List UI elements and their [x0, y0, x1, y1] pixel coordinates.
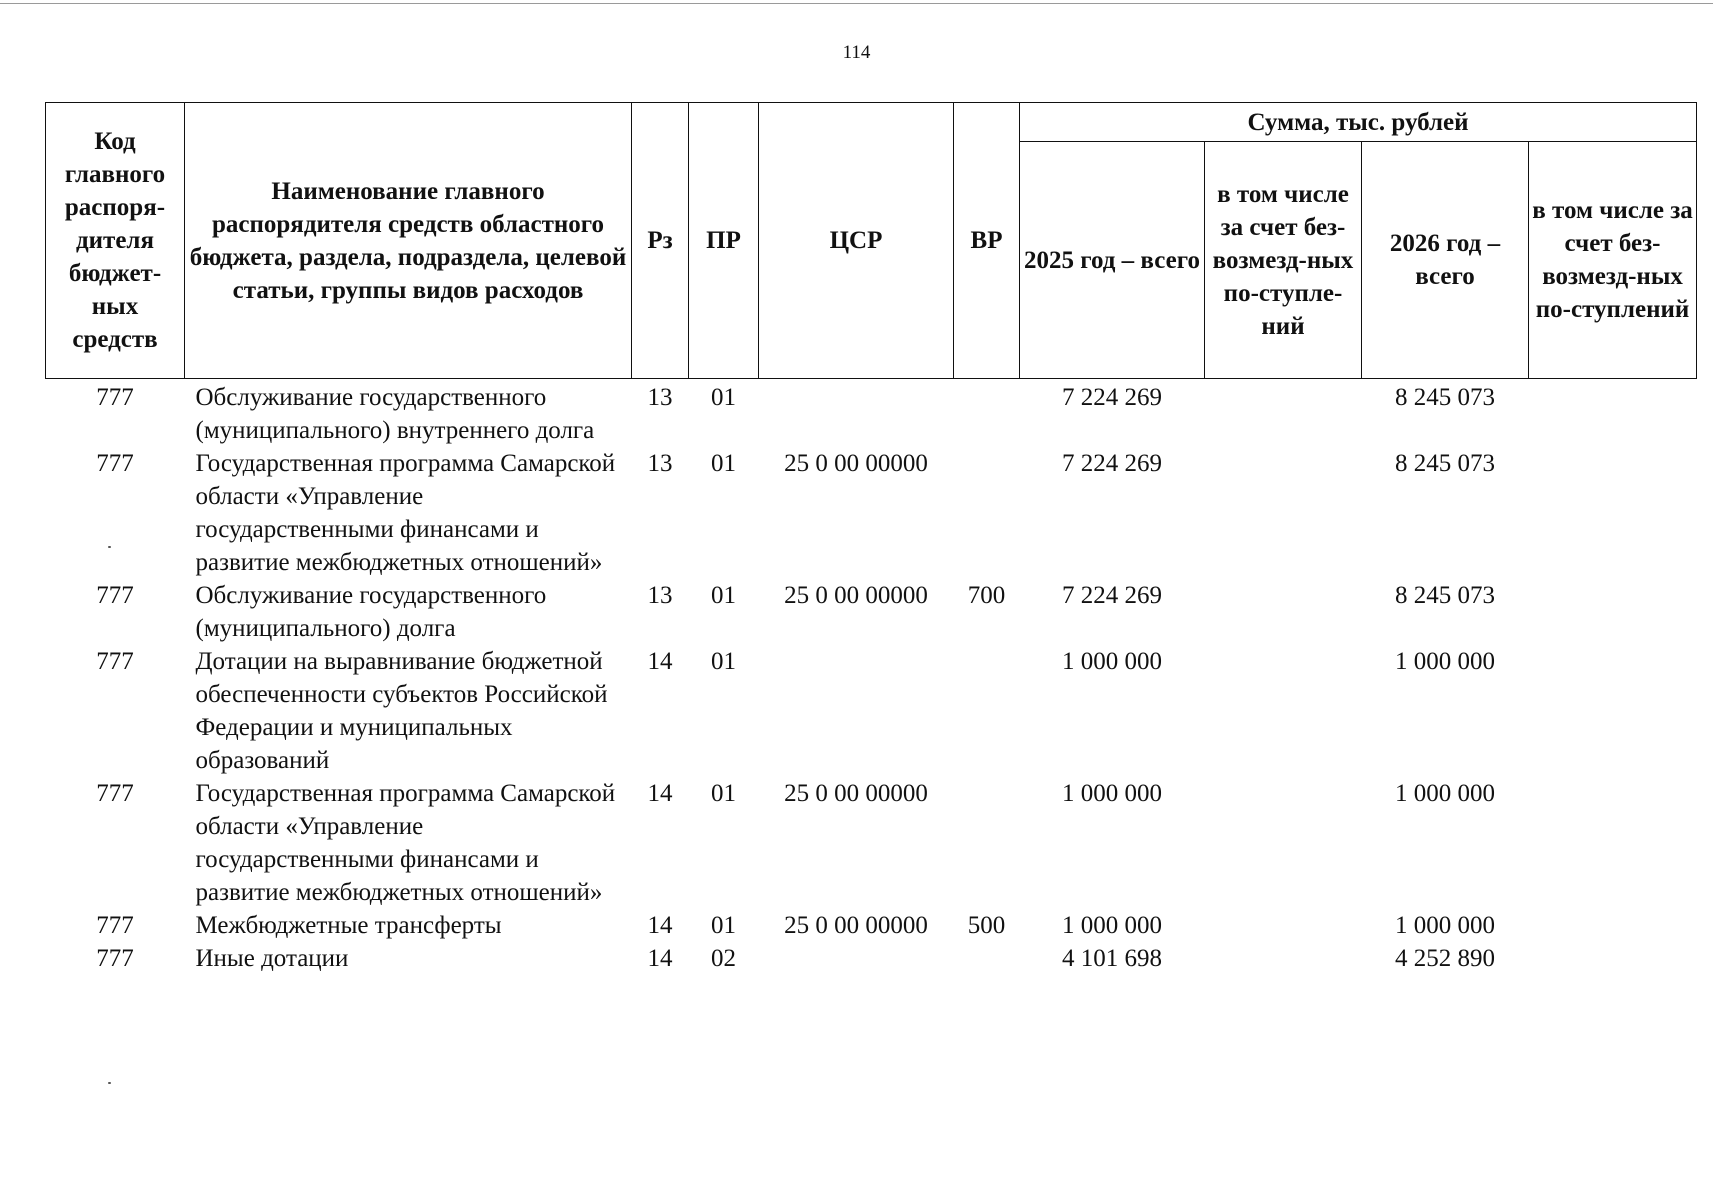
cell-code: 777 [96, 384, 134, 411]
cell-2026-total: 1 000 000 [1395, 912, 1495, 939]
cell-pr: 01 [711, 780, 736, 807]
header-2025-grants: в том числе за счет без-возмезд-ных по-ступле-ний [1205, 142, 1362, 379]
cell-vr [954, 379, 1020, 448]
cell-vr: 700 [967, 582, 1006, 609]
table-row [46, 777, 1697, 909]
cell-vr: 500 [967, 912, 1006, 939]
header-vr: ВР [954, 103, 1020, 379]
cell-2025-total: 1 000 000 [1062, 912, 1162, 939]
cell-name: Иные дотации [195, 945, 349, 972]
cell-rz: 14 [647, 912, 673, 939]
table-row [46, 942, 1697, 975]
cell-2026-grants [1529, 942, 1697, 975]
cell-name: Обслуживание государственного (муниципального) внутреннего долга [195, 384, 595, 444]
cell-code: 777 [96, 912, 134, 939]
page-number: 114 [842, 42, 871, 63]
cell-code: 777 [96, 780, 134, 807]
table-row [46, 579, 1697, 645]
cell-2025-total: 1 000 000 [1062, 648, 1162, 675]
cell-2026-grants [1529, 777, 1697, 909]
cell-csr [759, 645, 954, 777]
cell-csr: 25 0 00 00000 [784, 912, 928, 939]
cell-2025-grants [1205, 379, 1362, 448]
cell-2025-grants [1205, 942, 1362, 975]
cell-2026-total: 8 245 073 [1395, 582, 1495, 609]
cell-2026-grants [1529, 379, 1697, 448]
table-row [46, 447, 1697, 579]
cell-2025-total: 1 000 000 [1062, 780, 1162, 807]
budget-table [45, 102, 1697, 975]
cell-code: 777 [96, 450, 134, 477]
header-name: Наименование главного распорядителя средств областного бюджета, раздела, подраздела, целевой статьи, группы видов расходов [185, 103, 632, 379]
table-row [46, 645, 1697, 777]
cell-vr [954, 645, 1020, 777]
cell-2026-grants [1529, 645, 1697, 777]
cell-2025-grants [1205, 447, 1362, 579]
cell-rz: 13 [647, 450, 673, 477]
cell-csr: 25 0 00 00000 [784, 582, 928, 609]
cell-rz: 13 [647, 582, 673, 609]
cell-vr [954, 942, 1020, 975]
cell-rz: 13 [647, 384, 673, 411]
header-csr: ЦСР [759, 103, 954, 379]
table-row [46, 909, 1697, 942]
cell-2025-grants [1205, 777, 1362, 909]
cell-rz: 14 [647, 945, 673, 972]
cell-name: Дотации на выравнивание бюджетной обеспеченности субъектов Российской Федерации и муниципальных образований [195, 648, 608, 774]
cell-csr: 25 0 00 00000 [784, 780, 928, 807]
table-header [46, 103, 1697, 379]
cell-rz: 14 [647, 780, 673, 807]
cell-code: 777 [96, 582, 134, 609]
cell-vr [954, 777, 1020, 909]
cell-pr: 01 [711, 450, 736, 477]
cell-2025-grants [1205, 579, 1362, 645]
cell-code: 777 [96, 945, 134, 972]
scan-edge-line [0, 3, 1713, 4]
cell-rz: 14 [647, 648, 673, 675]
header-2026-grants: в том числе за счет без-возмезд-ных по-ступлений [1529, 142, 1697, 379]
cell-name: Государственная программа Самарской области «Управление государственными финансами и развитие межбюджетных отношений» [195, 780, 616, 906]
cell-2026-total: 1 000 000 [1395, 780, 1495, 807]
header-row-top [46, 103, 1697, 142]
cell-2026-total: 1 000 000 [1395, 648, 1495, 675]
cell-csr: 25 0 00 00000 [784, 450, 928, 477]
cell-2026-grants [1529, 447, 1697, 579]
cell-vr [954, 447, 1020, 579]
table-row [46, 379, 1697, 448]
cell-2025-total: 7 224 269 [1062, 582, 1162, 609]
cell-pr: 01 [711, 648, 736, 675]
cell-csr [759, 942, 954, 975]
cell-pr: 01 [711, 582, 736, 609]
cell-2025-total: 7 224 269 [1062, 384, 1162, 411]
cell-name: Межбюджетные трансферты [195, 912, 502, 939]
header-sum-group: Сумма, тыс. рублей [1020, 103, 1697, 142]
header-rz: Рз [632, 103, 689, 379]
cell-2026-total: 8 245 073 [1395, 450, 1495, 477]
scan-speck [108, 546, 111, 548]
cell-2026-total: 4 252 890 [1395, 945, 1495, 972]
cell-code: 777 [96, 648, 134, 675]
table-body [46, 379, 1697, 976]
cell-2026-grants [1529, 579, 1697, 645]
header-pr: ПР [689, 103, 759, 379]
cell-pr: 02 [711, 945, 736, 972]
cell-2025-total: 7 224 269 [1062, 450, 1162, 477]
cell-csr [759, 379, 954, 448]
header-code: Код главного распоря-дителя бюджет-ных средств [46, 103, 185, 379]
cell-2025-grants [1205, 909, 1362, 942]
cell-2026-grants [1529, 909, 1697, 942]
cell-name: Обслуживание государственного (муниципального) долга [195, 582, 547, 642]
cell-pr: 01 [711, 912, 736, 939]
cell-pr: 01 [711, 384, 736, 411]
header-2026-total: 2026 год – всего [1362, 142, 1529, 379]
cell-2025-grants [1205, 645, 1362, 777]
cell-name: Государственная программа Самарской области «Управление государственными финансами и развитие межбюджетных отношений» [195, 450, 616, 576]
cell-2025-total: 4 101 698 [1062, 945, 1162, 972]
scan-speck [108, 1082, 111, 1084]
header-2025-total: 2025 год – всего [1020, 142, 1205, 379]
cell-2026-total: 8 245 073 [1395, 384, 1495, 411]
